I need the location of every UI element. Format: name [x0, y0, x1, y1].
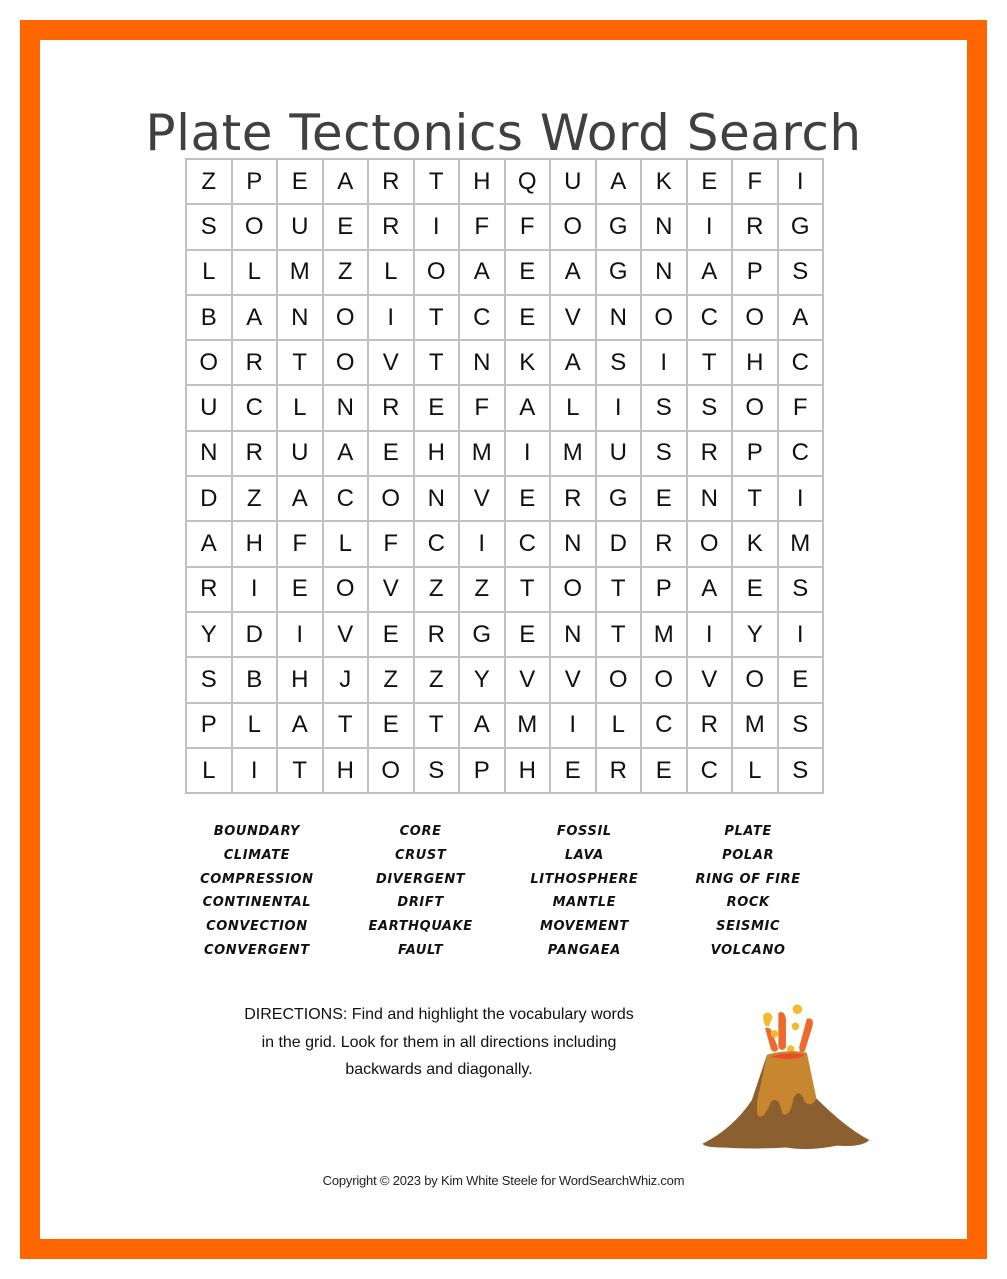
grid-cell[interactable]: R: [642, 522, 688, 567]
grid-cell[interactable]: N: [642, 251, 688, 296]
grid-cell[interactable]: E: [369, 704, 415, 749]
grid-cell[interactable]: M: [551, 432, 597, 477]
grid-cell[interactable]: R: [233, 432, 279, 477]
grid-cell[interactable]: C: [506, 522, 552, 567]
grid-cell[interactable]: T: [688, 341, 734, 386]
grid-cell[interactable]: A: [551, 251, 597, 296]
grid-cell[interactable]: I: [779, 477, 825, 522]
grid-cell[interactable]: O: [415, 251, 461, 296]
grid-cell[interactable]: L: [233, 251, 279, 296]
directions-line-1: DIRECTIONS: Find and highlight the vocabulary words: [244, 1006, 634, 1023]
word-list-item: PANGAEA: [547, 942, 621, 958]
grid-cell[interactable]: G: [597, 251, 643, 296]
grid-cell[interactable]: T: [415, 341, 461, 386]
word-list-item: FAULT: [398, 942, 444, 958]
grid-cell[interactable]: H: [506, 749, 552, 794]
grid-cell[interactable]: E: [369, 432, 415, 477]
grid-cell[interactable]: U: [278, 432, 324, 477]
grid-cell[interactable]: T: [324, 704, 370, 749]
directions: [205, 1001, 673, 1084]
grid-cell[interactable]: U: [278, 205, 324, 250]
grid-cell[interactable]: R: [688, 704, 734, 749]
grid-cell[interactable]: P: [733, 251, 779, 296]
grid-cell[interactable]: T: [506, 568, 552, 613]
grid-cell[interactable]: F: [369, 522, 415, 567]
word-list-item: PLATE: [724, 824, 772, 839]
grid-cell[interactable]: E: [506, 613, 552, 658]
grid-cell[interactable]: N: [460, 341, 506, 386]
word-list-item: CORE: [399, 824, 442, 839]
grid-cell[interactable]: A: [324, 160, 370, 205]
page-title: Plate Tectonics Word Search: [145, 103, 862, 162]
grid-cell[interactable]: A: [460, 251, 506, 296]
grid-cell[interactable]: K: [642, 160, 688, 205]
grid-cell[interactable]: O: [642, 658, 688, 703]
grid-cell[interactable]: C: [779, 341, 825, 386]
grid-cell[interactable]: A: [278, 704, 324, 749]
grid-cell[interactable]: A: [551, 341, 597, 386]
word-list-item: CLIMATE: [223, 847, 291, 863]
grid-cell[interactable]: I: [278, 613, 324, 658]
grid-cell[interactable]: T: [415, 704, 461, 749]
grid-cell[interactable]: A: [506, 386, 552, 431]
grid-cell[interactable]: Q: [506, 160, 552, 205]
grid-cell[interactable]: A: [597, 160, 643, 205]
grid-cell[interactable]: A: [688, 251, 734, 296]
word-list-item: VOLCANO: [710, 942, 786, 958]
word-list-column: [503, 820, 667, 963]
grid-cell[interactable]: O: [369, 749, 415, 794]
grid-cell[interactable]: L: [733, 749, 779, 794]
grid-cell[interactable]: O: [733, 386, 779, 431]
word-list-item: CONTINENTAL: [202, 895, 312, 911]
grid-cell[interactable]: K: [733, 522, 779, 567]
word-list-item: BOUNDARY: [213, 824, 301, 839]
grid-cell[interactable]: T: [278, 749, 324, 794]
grid-cell[interactable]: E: [733, 568, 779, 613]
grid-cell[interactable]: E: [506, 296, 552, 341]
grid-cell[interactable]: R: [369, 386, 415, 431]
letter-grid: [185, 158, 824, 794]
grid-cell[interactable]: G: [597, 477, 643, 522]
grid-cell[interactable]: E: [278, 568, 324, 613]
grid-cell[interactable]: N: [597, 296, 643, 341]
grid-cell[interactable]: A: [187, 522, 233, 567]
grid-cell[interactable]: R: [733, 205, 779, 250]
grid-cell[interactable]: S: [779, 704, 825, 749]
grid-cell[interactable]: R: [233, 341, 279, 386]
grid-cell[interactable]: I: [415, 205, 461, 250]
grid-cell[interactable]: E: [779, 658, 825, 703]
grid-cell[interactable]: A: [233, 296, 279, 341]
word-list-item: DRIFT: [397, 895, 444, 911]
grid-cell[interactable]: E: [415, 386, 461, 431]
grid-cell[interactable]: M: [733, 704, 779, 749]
grid-cell[interactable]: R: [369, 160, 415, 205]
grid-cell[interactable]: C: [642, 704, 688, 749]
grid-cell[interactable]: P: [460, 749, 506, 794]
grid-cell[interactable]: S: [642, 386, 688, 431]
grid-cell[interactable]: O: [324, 341, 370, 386]
grid-cell[interactable]: S: [779, 251, 825, 296]
grid-cell[interactable]: I: [233, 749, 279, 794]
grid-cell[interactable]: L: [551, 386, 597, 431]
grid-cell[interactable]: T: [733, 477, 779, 522]
grid-cell[interactable]: J: [324, 658, 370, 703]
grid-cell[interactable]: V: [369, 568, 415, 613]
grid-cell[interactable]: S: [415, 749, 461, 794]
grid-cell[interactable]: V: [551, 658, 597, 703]
grid-cell[interactable]: H: [233, 522, 279, 567]
grid-cell[interactable]: E: [324, 205, 370, 250]
grid-cell[interactable]: I: [688, 205, 734, 250]
grid-cell[interactable]: L: [597, 704, 643, 749]
word-list-item: ROCK: [726, 895, 770, 911]
word-list-item: SEISMIC: [716, 919, 781, 935]
grid-cell[interactable]: E: [506, 251, 552, 296]
grid-cell[interactable]: D: [187, 477, 233, 522]
grid-cell[interactable]: I: [460, 522, 506, 567]
grid-cell[interactable]: B: [187, 296, 233, 341]
grid-cell[interactable]: T: [415, 296, 461, 341]
grid-cell[interactable]: O: [733, 296, 779, 341]
grid-cell[interactable]: E: [642, 477, 688, 522]
word-list-column: [339, 820, 503, 963]
grid-cell[interactable]: L: [233, 704, 279, 749]
grid-cell[interactable]: C: [779, 432, 825, 477]
word-list-item: FOSSIL: [556, 824, 612, 839]
grid-cell[interactable]: O: [324, 568, 370, 613]
grid-cell[interactable]: C: [324, 477, 370, 522]
word-list-item: POLAR: [722, 847, 775, 863]
grid-cell[interactable]: T: [415, 160, 461, 205]
word-list-item: MOVEMENT: [539, 919, 629, 935]
word-list-item: CRUST: [394, 847, 447, 863]
grid-cell[interactable]: R: [597, 749, 643, 794]
grid-cell[interactable]: V: [460, 477, 506, 522]
grid-cell[interactable]: H: [324, 749, 370, 794]
grid-cell[interactable]: O: [369, 477, 415, 522]
grid-cell[interactable]: H: [415, 432, 461, 477]
grid-cell[interactable]: A: [460, 704, 506, 749]
grid-cell[interactable]: S: [779, 749, 825, 794]
grid-cell[interactable]: M: [779, 522, 825, 567]
grid-cell[interactable]: R: [187, 568, 233, 613]
grid-cell[interactable]: E: [688, 160, 734, 205]
grid-cell[interactable]: H: [733, 341, 779, 386]
word-list-item: EARTHQUAKE: [368, 919, 473, 935]
grid-cell[interactable]: I: [642, 341, 688, 386]
grid-cell[interactable]: K: [506, 341, 552, 386]
grid-cell[interactable]: C: [688, 296, 734, 341]
grid-cell[interactable]: M: [278, 251, 324, 296]
grid-cell[interactable]: O: [233, 205, 279, 250]
word-list-column: [666, 820, 830, 963]
word-list-item: CONVECTION: [206, 919, 308, 935]
word-list-item: LAVA: [564, 847, 604, 863]
grid-cell[interactable]: L: [187, 251, 233, 296]
grid-cell[interactable]: L: [369, 251, 415, 296]
grid-cell[interactable]: U: [551, 160, 597, 205]
grid-cell[interactable]: Y: [187, 613, 233, 658]
grid-cell[interactable]: G: [460, 613, 506, 658]
grid-cell[interactable]: Y: [733, 613, 779, 658]
grid-cell[interactable]: S: [187, 658, 233, 703]
grid-cell[interactable]: P: [733, 432, 779, 477]
grid-cell[interactable]: E: [369, 613, 415, 658]
grid-cell[interactable]: R: [369, 205, 415, 250]
grid-cell[interactable]: A: [278, 477, 324, 522]
grid-cell[interactable]: E: [506, 477, 552, 522]
grid-cell[interactable]: N: [187, 432, 233, 477]
grid-cell[interactable]: I: [688, 613, 734, 658]
grid-cell[interactable]: U: [597, 432, 643, 477]
grid-cell[interactable]: P: [233, 160, 279, 205]
grid-cell[interactable]: E: [551, 749, 597, 794]
directions-line-2: in the grid. Look for them in all directions including: [261, 1033, 617, 1051]
grid-cell[interactable]: A: [688, 568, 734, 613]
word-list-item: MANTLE: [552, 895, 617, 911]
grid-cell[interactable]: F: [733, 160, 779, 205]
grid-cell[interactable]: F: [460, 386, 506, 431]
grid-cell[interactable]: O: [688, 522, 734, 567]
grid-cell[interactable]: I: [779, 160, 825, 205]
grid-cell[interactable]: G: [597, 205, 643, 250]
grid-cell[interactable]: C: [233, 386, 279, 431]
grid-cell[interactable]: R: [551, 477, 597, 522]
grid-cell[interactable]: N: [688, 477, 734, 522]
grid-cell[interactable]: I: [597, 386, 643, 431]
grid-cell[interactable]: F: [278, 522, 324, 567]
grid-cell[interactable]: P: [187, 704, 233, 749]
word-list-item: COMPRESSION: [200, 871, 314, 887]
grid-cell[interactable]: S: [688, 386, 734, 431]
grid-cell[interactable]: T: [278, 341, 324, 386]
grid-cell[interactable]: N: [415, 477, 461, 522]
grid-cell[interactable]: V: [324, 613, 370, 658]
grid-cell[interactable]: S: [187, 205, 233, 250]
grid-cell[interactable]: L: [278, 386, 324, 431]
word-list-item: RING OF FIRE: [695, 871, 801, 887]
grid-cell[interactable]: N: [551, 613, 597, 658]
grid-cell[interactable]: I: [779, 613, 825, 658]
volcano-icon: [695, 994, 875, 1159]
grid-cell[interactable]: V: [688, 658, 734, 703]
grid-cell[interactable]: A: [779, 296, 825, 341]
word-list: [175, 820, 830, 963]
directions-line-3: backwards and diagonally.: [345, 1061, 533, 1078]
grid-cell[interactable]: I: [369, 296, 415, 341]
grid-cell[interactable]: C: [415, 522, 461, 567]
grid-cell[interactable]: Z: [460, 568, 506, 613]
grid-cell[interactable]: N: [324, 386, 370, 431]
grid-cell[interactable]: Z: [187, 160, 233, 205]
grid-cell[interactable]: R: [415, 613, 461, 658]
grid-cell[interactable]: V: [551, 296, 597, 341]
grid-cell[interactable]: Y: [460, 658, 506, 703]
grid-cell[interactable]: P: [642, 568, 688, 613]
word-list-item: DIVERGENT: [375, 871, 466, 887]
word-list-column: [175, 820, 339, 963]
grid-cell[interactable]: E: [278, 160, 324, 205]
grid-cell[interactable]: D: [233, 613, 279, 658]
grid-cell[interactable]: S: [597, 341, 643, 386]
grid-cell[interactable]: Z: [369, 658, 415, 703]
word-list-item: LITHOSPHERE: [530, 871, 639, 887]
grid-cell[interactable]: I: [551, 704, 597, 749]
grid-cell[interactable]: A: [324, 432, 370, 477]
grid-cell[interactable]: Z: [415, 658, 461, 703]
grid-cell[interactable]: C: [460, 296, 506, 341]
grid-cell[interactable]: S: [642, 432, 688, 477]
grid-cell[interactable]: I: [506, 432, 552, 477]
grid-cell[interactable]: T: [597, 613, 643, 658]
grid-cell[interactable]: B: [233, 658, 279, 703]
word-list-item: CONVERGENT: [204, 942, 310, 958]
grid-cell[interactable]: L: [324, 522, 370, 567]
grid-cell[interactable]: F: [460, 205, 506, 250]
grid-cell[interactable]: O: [324, 296, 370, 341]
grid-cell[interactable]: N: [642, 205, 688, 250]
grid-cell[interactable]: R: [688, 432, 734, 477]
grid-cell[interactable]: D: [597, 522, 643, 567]
grid-cell[interactable]: F: [506, 205, 552, 250]
grid-cell[interactable]: G: [779, 205, 825, 250]
grid-cell[interactable]: U: [187, 386, 233, 431]
grid-cell[interactable]: I: [233, 568, 279, 613]
grid-cell[interactable]: M: [460, 432, 506, 477]
grid-cell[interactable]: E: [642, 749, 688, 794]
grid-cell[interactable]: O: [187, 341, 233, 386]
grid-cell[interactable]: F: [779, 386, 825, 431]
grid-cell[interactable]: N: [278, 296, 324, 341]
copyright-text: Copyright © 2023 by Kim White Steele for WordSearchWhiz.com: [322, 1173, 685, 1188]
grid-cell[interactable]: Z: [233, 477, 279, 522]
grid-cell[interactable]: H: [460, 160, 506, 205]
grid-cell[interactable]: Z: [415, 568, 461, 613]
grid-cell[interactable]: O: [597, 658, 643, 703]
grid-cell[interactable]: N: [551, 522, 597, 567]
grid-cell[interactable]: L: [187, 749, 233, 794]
grid-cell[interactable]: V: [506, 658, 552, 703]
grid-cell[interactable]: H: [278, 658, 324, 703]
grid-cell[interactable]: O: [733, 658, 779, 703]
grid-cell[interactable]: S: [779, 568, 825, 613]
grid-cell[interactable]: Z: [324, 251, 370, 296]
grid-cell[interactable]: M: [506, 704, 552, 749]
grid-cell[interactable]: M: [642, 613, 688, 658]
grid-cell[interactable]: O: [642, 296, 688, 341]
grid-cell[interactable]: T: [597, 568, 643, 613]
grid-cell[interactable]: C: [688, 749, 734, 794]
grid-cell[interactable]: O: [551, 568, 597, 613]
grid-cell[interactable]: V: [369, 341, 415, 386]
grid-cell[interactable]: O: [551, 205, 597, 250]
